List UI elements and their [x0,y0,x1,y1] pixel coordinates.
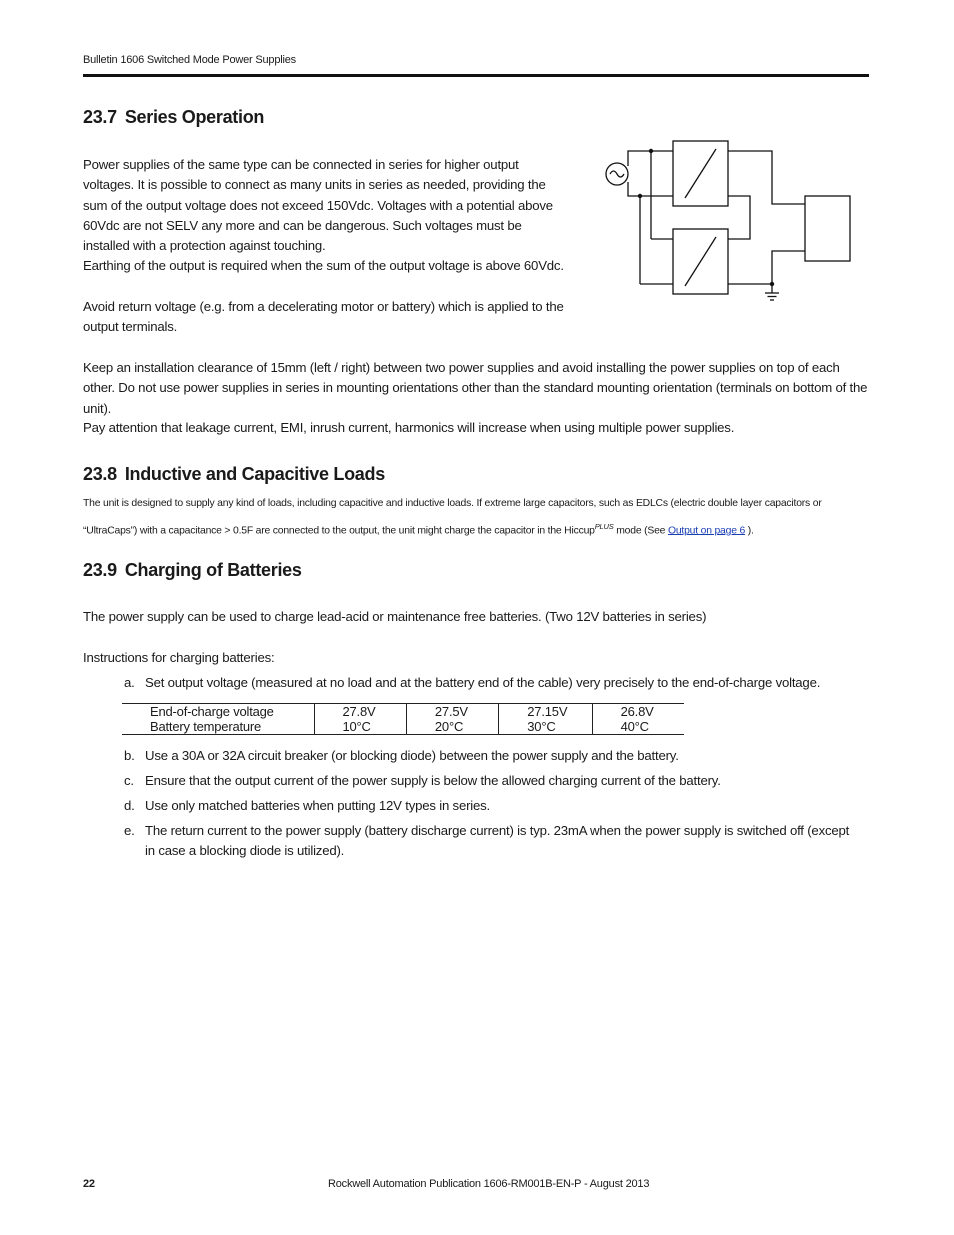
series-connection-diagram [600,138,860,304]
paragraph: Earthing of the output is required when the sum of the output voltage is above 60Vdc. [83,258,564,273]
table-cell-label: End-of-charge voltage [122,704,314,720]
list-marker: e. [124,823,135,838]
paragraph: Keep an installation clearance of 15mm (left / right) between two power supplies and avoid installing the power supplies on top of each other. Do not use power supplies in series in mounting orientations other than the standard mounting orientation (terminals on bottom of the unit). [83,360,868,416]
paragraph: Power supplies of the same type can be connected in series for higher output voltages. It is possible to connect as many units in series as needed, providing the sum of the output voltage does not exceed 150Vdc. Voltages with a potential above 60Vdc are not SELV any more and can be dangerous. Such voltages must be installed with a protection against touching. [83,157,553,254]
section-number: 23.7 [83,107,117,127]
page-number: 22 [83,1178,95,1190]
table-cell: 40°C [592,719,684,735]
running-header: Bulletin 1606 Switched Mode Power Supplies [83,54,296,66]
list-text: Set output voltage (measured at no load and at the battery end of the cable) very precisely to the end-of-charge voltage. [145,675,821,690]
table-cell: 20°C [406,719,498,735]
paragraph: Avoid return voltage (e.g. from a decelerating motor or battery) which is applied to the output terminals. [83,299,564,335]
paragraph: Pay attention that leakage current, EMI, inrush current, harmonics will increase when using multiple power supplies. [83,420,735,435]
table-row [122,719,684,735]
header-rule [83,74,869,77]
list-text: Use only matched batteries when putting 12V types in series. [145,798,490,813]
table-cell-label: Battery temperature [122,719,314,735]
section-title: Charging of Batteries [124,560,302,580]
list-marker: d. [124,798,135,813]
output-page-link[interactable]: Output on page 6 [667,524,746,536]
table-cell: 27.8V [314,704,406,720]
list-marker: c. [124,773,134,788]
section-number: 23.8 [83,464,117,484]
load-box [805,196,850,261]
charge-voltage-table [122,703,684,735]
section-heading-23-9 [83,560,302,581]
section-title: Inductive and Capacitive Loads [124,464,385,484]
series-link-wire [728,196,750,239]
list-text: The return current to the power supply (battery discharge current) is typ. 23mA when the power supply is switched off (except in case a blocking diode is utilized). [145,823,850,859]
paragraph: The power supply can be used to charge lead-acid or maintenance free batteries. (Two 12V batteries in series) [83,609,707,624]
section-title: Series Operation [124,107,265,127]
section-number: 23.9 [83,560,117,580]
sine-wave-icon [610,171,624,177]
table-cell: 26.8V [592,704,684,720]
section-heading-23-8 [83,464,385,485]
section-heading-23-7 [83,107,264,128]
list-text: Use a 30A or 32A circuit breaker (or blocking diode) between the power supply and the battery. [145,748,679,763]
list-marker: a. [124,675,135,690]
plus-superscript: PLUS [594,521,614,531]
paragraph [83,493,869,542]
list-text: Ensure that the output current of the power supply is below the allowed charging current of the battery. [145,773,721,788]
table-cell: 10°C [314,719,406,735]
paragraph-text: The unit is designed to supply any kind of loads, including capacitive and inductive loads. If extreme large capacitors, such as EDLCs (electric double layer capacitors or “UltraCaps”) with a capacitance > 0.5F are connected to the output, the unit might charge the capacitor in the Hiccup [83,498,822,536]
paragraph-text: ). [745,524,754,536]
table-cell: 27.15V [499,704,592,720]
paragraph-text: mode (See [613,524,668,536]
publication-footer: Rockwell Automation Publication 1606-RM001B-EN-P - August 2013 [328,1178,650,1190]
table-row [122,704,684,720]
output-wire-minus [728,251,805,284]
table-cell: 27.5V [406,704,498,720]
paragraph: Instructions for charging batteries: [83,650,275,665]
table-cell: 30°C [499,719,592,735]
list-marker: b. [124,748,135,763]
